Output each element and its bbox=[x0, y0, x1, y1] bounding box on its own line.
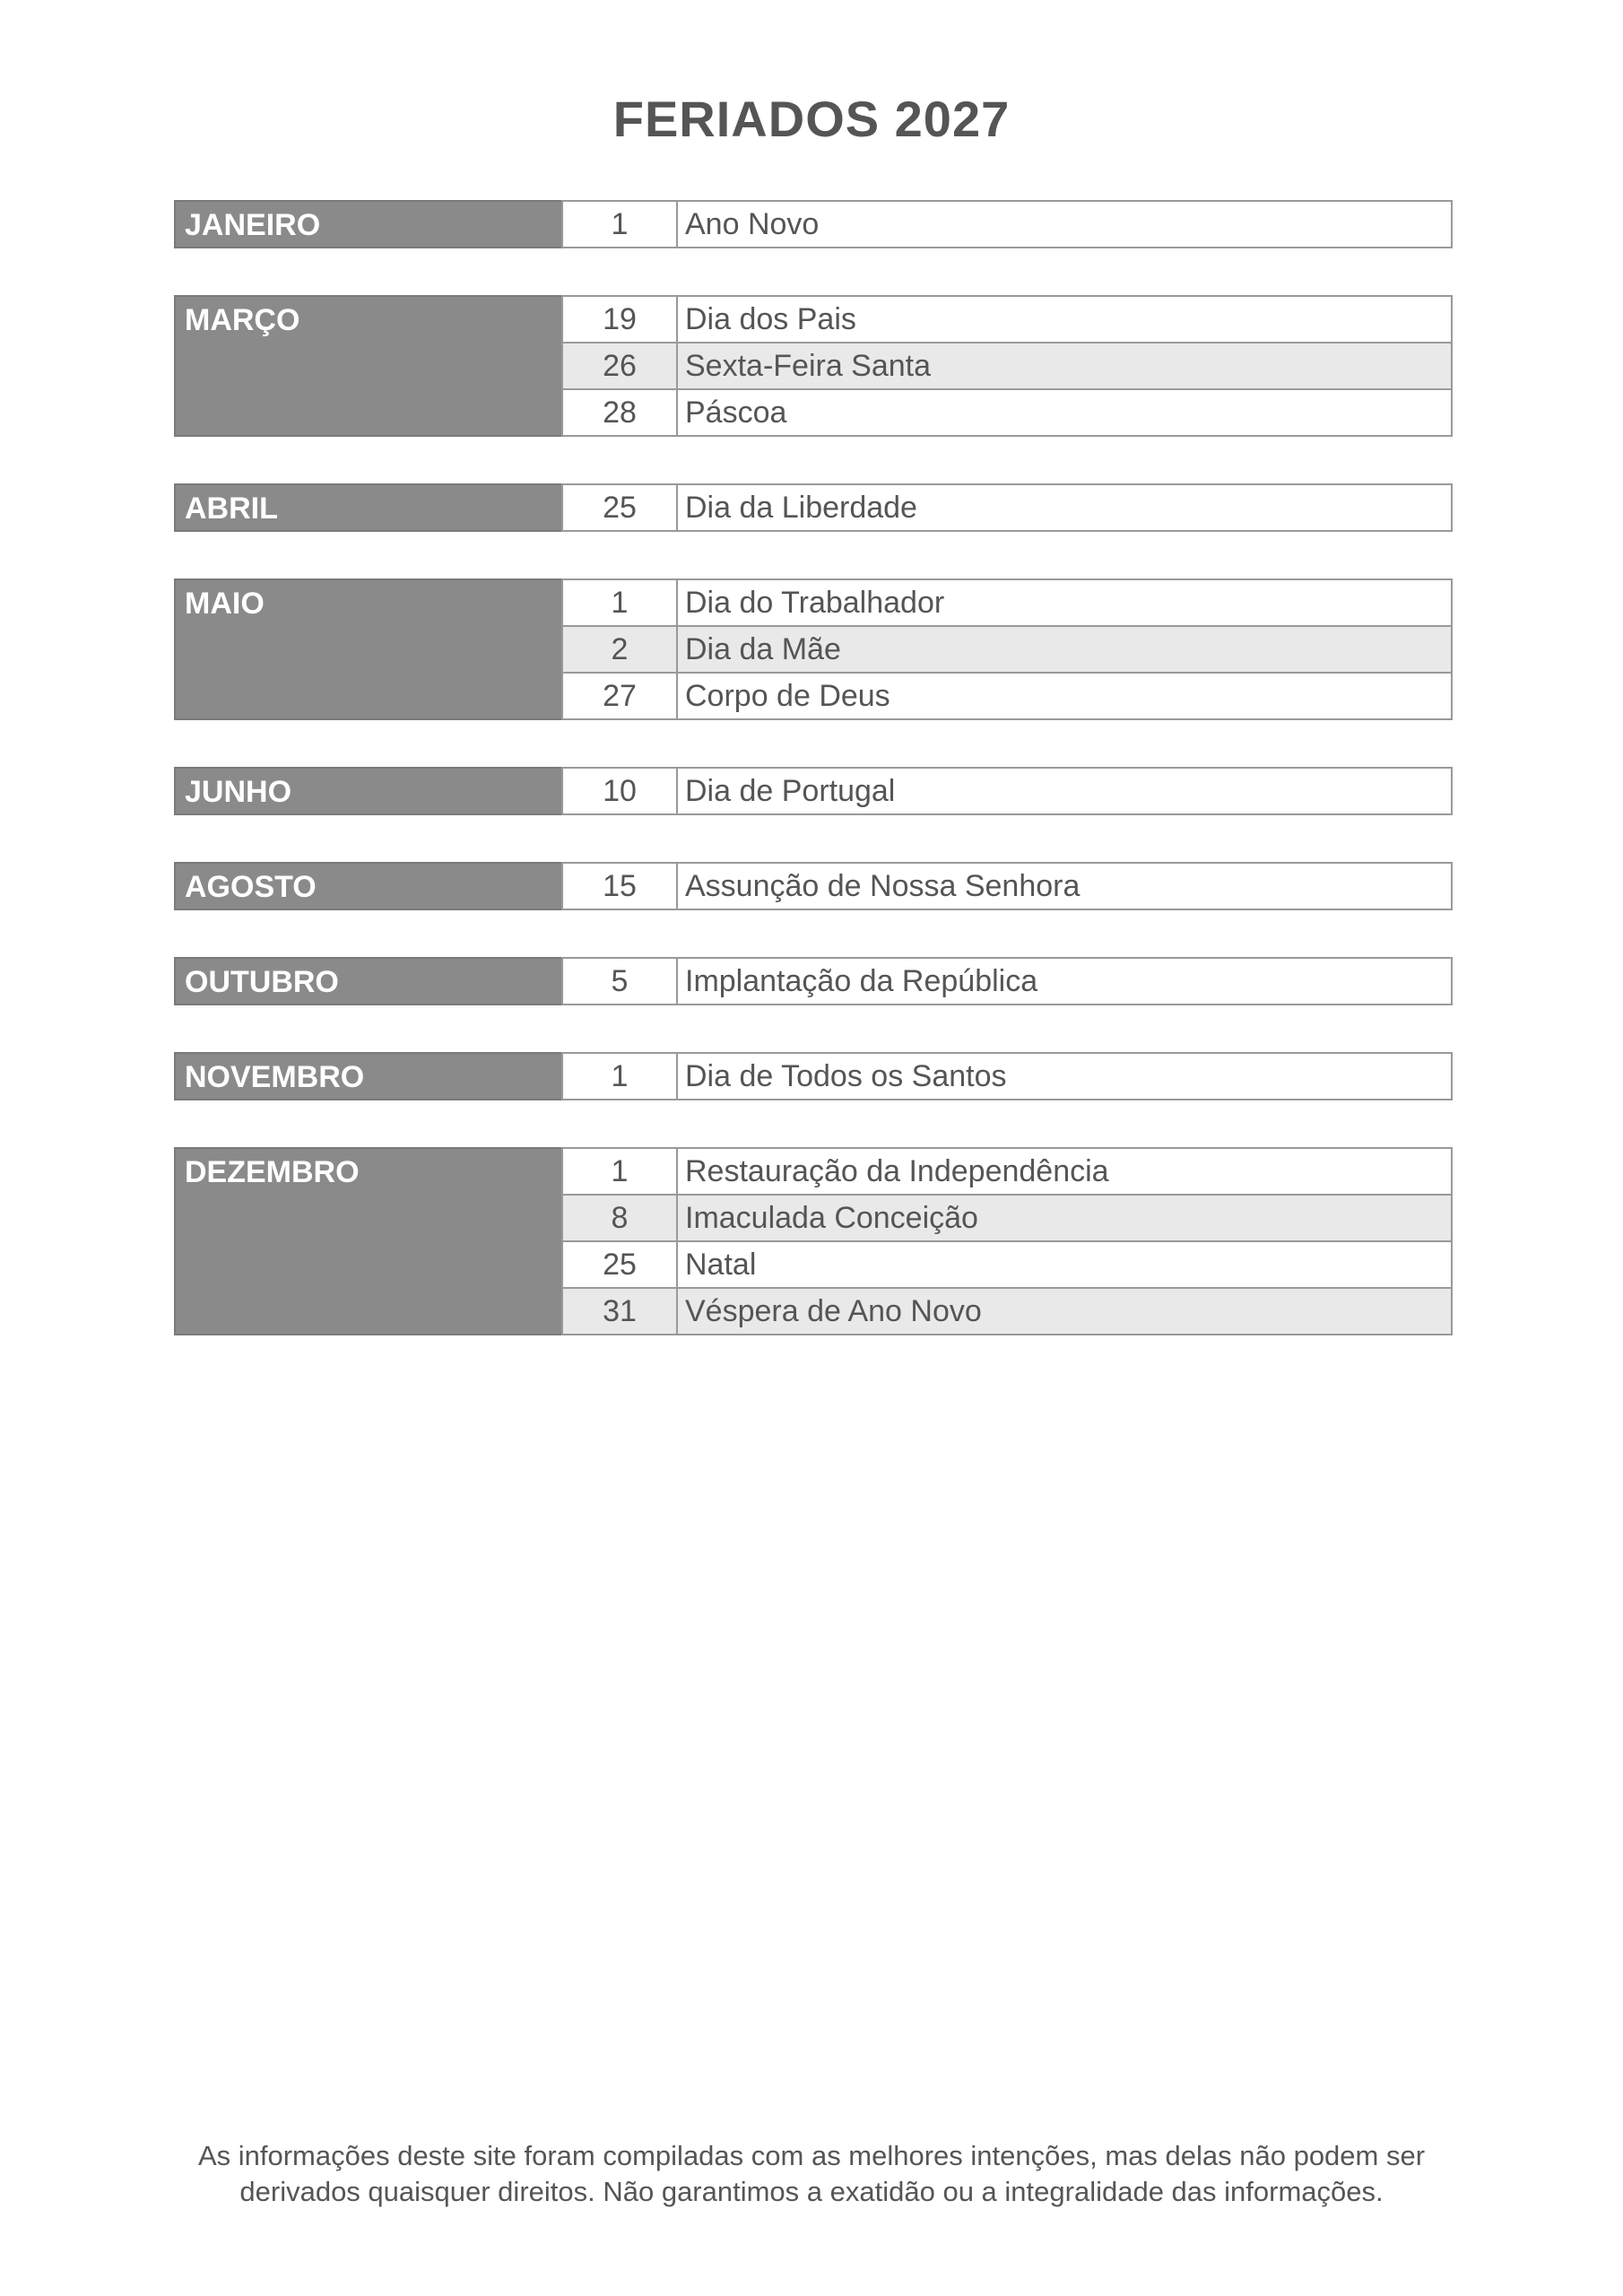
holiday-day: 1 bbox=[563, 1054, 678, 1099]
holiday-rows bbox=[561, 483, 1453, 532]
holiday-day: 2 bbox=[563, 627, 678, 672]
holiday-row bbox=[563, 580, 1451, 627]
holiday-day: 26 bbox=[563, 344, 678, 388]
holiday-rows bbox=[561, 200, 1453, 248]
disclaimer-line-1: As informações deste site foram compiladas com as melhores intenções, mas delas não podem ser bbox=[197, 2140, 1426, 2171]
holiday-row bbox=[563, 627, 1451, 674]
holiday-day: 28 bbox=[563, 390, 678, 435]
holiday-row bbox=[563, 1196, 1451, 1242]
disclaimer bbox=[90, 2138, 1533, 2210]
holiday-name: Dia de Portugal bbox=[685, 774, 896, 808]
month-name: NOVEMBRO bbox=[174, 1052, 561, 1100]
month-block bbox=[174, 767, 1453, 815]
holiday-row bbox=[563, 864, 1451, 910]
month-block bbox=[174, 862, 1453, 910]
holiday-rows bbox=[561, 767, 1453, 815]
holiday-row bbox=[563, 674, 1451, 720]
month-block bbox=[174, 200, 1453, 248]
holiday-row bbox=[563, 1149, 1451, 1196]
holiday-day: 31 bbox=[563, 1289, 678, 1334]
holiday-row bbox=[563, 390, 1451, 437]
holiday-rows bbox=[561, 295, 1453, 437]
holiday-row bbox=[563, 1289, 1451, 1335]
holiday-name: Sexta-Feira Santa bbox=[685, 349, 932, 383]
holiday-row bbox=[563, 485, 1451, 532]
holiday-row bbox=[563, 1242, 1451, 1289]
month-name: JUNHO bbox=[174, 767, 561, 815]
holiday-day: 10 bbox=[563, 769, 678, 813]
holiday-day: 27 bbox=[563, 674, 678, 718]
holiday-day: 1 bbox=[563, 580, 678, 625]
holiday-rows bbox=[561, 957, 1453, 1005]
month-block bbox=[174, 295, 1453, 437]
month-block bbox=[174, 1052, 1453, 1100]
month-name: OUTUBRO bbox=[174, 957, 561, 1005]
month-block bbox=[174, 483, 1453, 532]
holiday-day: 25 bbox=[563, 485, 678, 530]
holiday-name: Dia de Todos os Santos bbox=[685, 1059, 1007, 1093]
holiday-rows bbox=[561, 1052, 1453, 1100]
month-block bbox=[174, 578, 1453, 720]
holiday-row bbox=[563, 1054, 1451, 1100]
holiday-name: Corpo de Deus bbox=[685, 679, 890, 713]
holiday-row bbox=[563, 959, 1451, 1005]
month-block bbox=[174, 957, 1453, 1005]
holiday-name: Páscoa bbox=[685, 396, 787, 430]
page-title: FERIADOS 2027 bbox=[612, 91, 1011, 147]
holiday-name: Restauração da Independência bbox=[685, 1154, 1109, 1188]
month-block bbox=[174, 1147, 1453, 1335]
holiday-day: 15 bbox=[563, 864, 678, 909]
holiday-name: Natal bbox=[685, 1248, 757, 1282]
holiday-name: Imaculada Conceição bbox=[685, 1201, 978, 1235]
holiday-row bbox=[563, 769, 1451, 815]
holiday-day: 1 bbox=[563, 202, 678, 247]
holiday-name: Dia dos Pais bbox=[685, 302, 856, 336]
month-name: AGOSTO bbox=[174, 862, 561, 910]
holiday-row bbox=[563, 297, 1451, 344]
disclaimer-line-2: derivados quaisquer direitos. Não garantimos a exatidão ou a integralidade das informações. bbox=[239, 2176, 1384, 2207]
holiday-rows bbox=[561, 862, 1453, 910]
month-name: JANEIRO bbox=[174, 200, 561, 248]
holiday-day: 8 bbox=[563, 1196, 678, 1240]
holiday-name: Véspera de Ano Novo bbox=[685, 1294, 982, 1328]
holiday-table bbox=[174, 200, 1453, 1382]
holiday-name: Dia da Liberdade bbox=[685, 491, 917, 525]
month-name: MARÇO bbox=[174, 295, 561, 437]
month-name: DEZEMBRO bbox=[174, 1147, 561, 1335]
holiday-name: Dia do Trabalhador bbox=[685, 586, 945, 620]
month-name: ABRIL bbox=[174, 483, 561, 532]
holiday-day: 19 bbox=[563, 297, 678, 342]
holiday-row bbox=[563, 202, 1451, 248]
holiday-rows bbox=[561, 578, 1453, 720]
holiday-name: Implantação da República bbox=[685, 964, 1038, 998]
holiday-rows bbox=[561, 1147, 1453, 1335]
holiday-name: Assunção de Nossa Senhora bbox=[685, 869, 1081, 903]
holiday-day: 5 bbox=[563, 959, 678, 1004]
month-name: MAIO bbox=[174, 578, 561, 720]
holiday-name: Dia da Mãe bbox=[685, 632, 841, 666]
holiday-day: 1 bbox=[563, 1149, 678, 1194]
holiday-row bbox=[563, 344, 1451, 390]
holiday-day: 25 bbox=[563, 1242, 678, 1287]
holiday-name: Ano Novo bbox=[685, 207, 820, 241]
